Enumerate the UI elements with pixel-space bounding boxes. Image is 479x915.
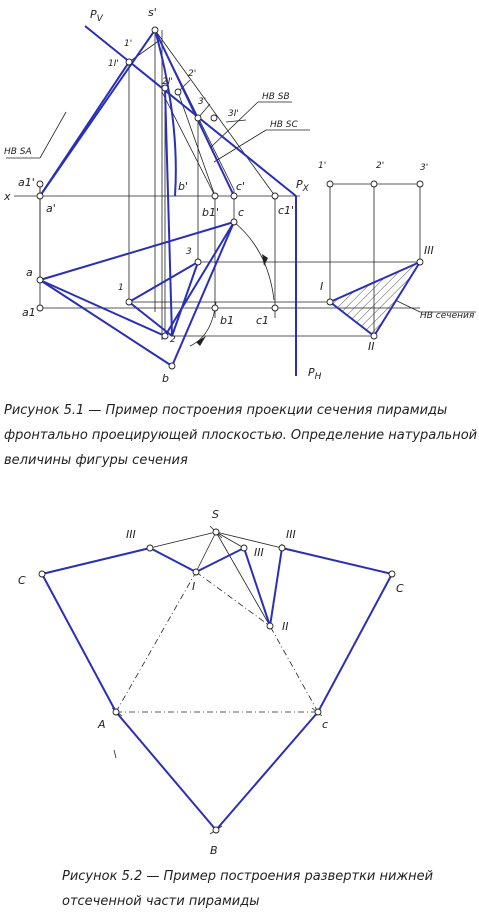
label-A: A (98, 718, 106, 731)
label-b-prime: b' (178, 180, 189, 193)
label-c: c (238, 206, 245, 219)
label-3-prime-b: 3I' (228, 109, 239, 119)
label-III-right: III (286, 528, 296, 541)
label-2-prime-b: 2I' (162, 77, 173, 87)
label-c-prime: c' (236, 180, 246, 193)
caption-2-line-1: Рисунок 5.2 — Пример построения развертки нижней (62, 869, 434, 884)
caption-1-line-1: Рисунок 5.1 — Пример построения проекции сечения пирамиды (4, 403, 448, 418)
label-C-left: C (18, 574, 26, 587)
figure2-labels (18, 508, 404, 857)
label-a1-prime: a1' (18, 176, 35, 189)
label-3-prime-a: 3' (198, 97, 207, 107)
label-px: $P_X$ (296, 178, 309, 194)
label-c1: c1 (256, 314, 270, 327)
label-ph: $P_H$ (308, 366, 322, 382)
label-s-prime: s' (148, 6, 157, 19)
label-nv-sa: HB SA (4, 147, 32, 157)
label-3: 3 (186, 247, 192, 257)
label-a-prime: a' (46, 202, 56, 215)
label-a1: a1 (22, 306, 36, 319)
label-nv-sb: HB SB (262, 92, 290, 102)
label-r-II: II (368, 340, 375, 353)
development-points (39, 529, 395, 833)
development-main-lines (42, 548, 392, 830)
caption-1-line-3: величины фигуры сечения (4, 453, 188, 468)
label-S: S (212, 508, 219, 521)
label-pv: $P_V$ (90, 8, 103, 24)
figure-5-1-caption (4, 398, 477, 473)
label-III-left: III (126, 528, 136, 541)
label-III-mid: III (254, 546, 264, 559)
label-c: c (322, 718, 329, 731)
label-1-prime-b: 1I' (108, 59, 119, 69)
figure-5-2-drawing (0, 500, 479, 860)
label-a: a (26, 266, 33, 279)
label-I: I (192, 580, 196, 593)
label-c1-prime: c1' (278, 204, 295, 217)
label-b1-prime: b1' (202, 206, 220, 219)
figure-5-2-caption (62, 864, 433, 914)
label-r-I: I (320, 280, 324, 293)
label-r-1-prime: 1' (318, 161, 327, 171)
label-1-prime-a: 1' (124, 39, 133, 49)
label-r-2-prime: 2' (376, 161, 385, 171)
label-II: II (282, 620, 289, 633)
figure-5-1-drawing (0, 0, 479, 390)
development-thin-lines (112, 526, 322, 834)
label-r-3-prime: 3' (420, 163, 429, 173)
caption-1-line-2: фронтально проецирующей плоскостью. Определение натуральной (4, 428, 478, 443)
label-b: b (162, 372, 169, 385)
label-2: 2 (170, 335, 176, 345)
label-nv-sc: HB SC (270, 120, 298, 130)
label-B: B (210, 844, 218, 857)
label-x-axis: x (4, 190, 11, 203)
label-2-prime-a: 2' (188, 69, 197, 79)
label-nv-section: HB сечения (420, 311, 475, 321)
label-1: 1 (118, 283, 124, 293)
label-b1: b1 (220, 314, 234, 327)
caption-2-line-2: отсеченной части пирамиды (62, 894, 260, 909)
figure1-labels (3, 6, 475, 385)
label-r-III: III (424, 244, 434, 257)
label-C-right: C (396, 582, 404, 595)
development-dashed-lines (116, 572, 318, 712)
